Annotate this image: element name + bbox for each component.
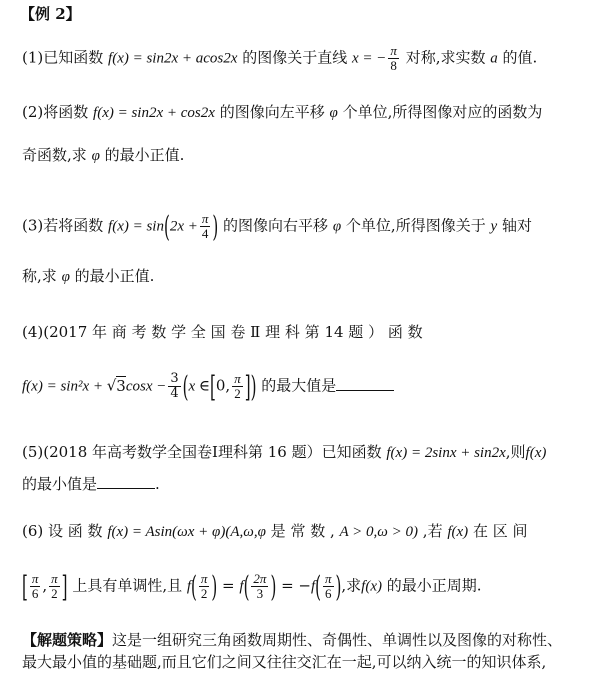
q6-f1-rparen: ) bbox=[211, 569, 218, 604]
q6-eq2: = − bbox=[276, 576, 311, 595]
q6-f2-rparen: ) bbox=[270, 569, 277, 604]
q3-text-c: 个单位,所得图像关于 bbox=[345, 216, 486, 235]
q3-right-paren: ) bbox=[212, 209, 219, 244]
q6-text-g: 的最小正周期. bbox=[386, 576, 482, 595]
q5-line2-end: . bbox=[155, 475, 160, 493]
q6-text-f: ,求 bbox=[341, 576, 362, 595]
question-2-line2 bbox=[22, 145, 184, 166]
q3-text-a: (3)若将函数 bbox=[22, 216, 104, 235]
q2-text-a: (2)将函数 bbox=[22, 103, 89, 121]
strategy-text-1: 这是一组研究三角函数周期性、奇偶性、单调性以及图像的对称性、 bbox=[112, 631, 563, 649]
question-3 bbox=[22, 209, 532, 244]
q6-i-num2: π bbox=[51, 571, 58, 586]
q6-f2-lparen: ( bbox=[243, 569, 250, 604]
q6-f1-den: 2 bbox=[200, 586, 208, 601]
q3-frac-num: π bbox=[201, 211, 209, 226]
q4-sqrt3: 3 bbox=[116, 376, 126, 395]
q3-y: y bbox=[490, 218, 498, 235]
q2-text-b: 的图像向左平移 bbox=[219, 103, 325, 121]
q1-var: a bbox=[490, 50, 498, 67]
q5-fx: f(x) bbox=[525, 445, 547, 461]
q6-f1-lparen: ( bbox=[191, 569, 197, 604]
q6-i-den1: 6 bbox=[31, 586, 39, 601]
question-1 bbox=[22, 44, 537, 73]
q4-line1: (4)(2017 年 商 考 数 学 全 国 卷 Ⅱ 理 科 第 14 题 ） 函 数 bbox=[22, 323, 423, 341]
q3-line2-a: 称,求 bbox=[22, 267, 57, 285]
question-5 bbox=[22, 442, 546, 463]
question-4 bbox=[22, 322, 423, 342]
q6-left-bracket: [ bbox=[22, 569, 28, 604]
q4-left-bracket: [ bbox=[210, 369, 216, 404]
q5-answer-blank[interactable] bbox=[97, 474, 155, 489]
q4-frac-den: 4 bbox=[170, 386, 179, 401]
q6-text-c: ,若 bbox=[422, 522, 443, 540]
q1-text-a: (1)已知函数 bbox=[22, 48, 104, 67]
q6-f3-lparen: ( bbox=[315, 569, 322, 604]
q4-sqrt-sign: √ bbox=[106, 376, 117, 395]
q4-left-paren: ( bbox=[182, 369, 189, 404]
q6-interval-frac2 bbox=[49, 572, 60, 601]
q3-text-d: 轴对 bbox=[501, 216, 532, 235]
q6-comma: , bbox=[42, 576, 48, 595]
q4-formula-pre: f(x) = sin²x + bbox=[22, 378, 107, 395]
q1-text-c: 对称,求实数 bbox=[405, 48, 486, 67]
q6-f2-name: f bbox=[239, 578, 244, 595]
q6-eq1: = bbox=[217, 576, 240, 595]
q6-f2-frac bbox=[251, 572, 268, 601]
q6-text-d: 在 区 间 bbox=[472, 522, 528, 540]
q6-f3-name: f bbox=[310, 578, 316, 595]
q5-formula: f(x) = 2sinx + sin2x bbox=[386, 445, 506, 461]
q3-fraction bbox=[200, 212, 211, 241]
q2-line2-a: 奇函数,求 bbox=[22, 146, 87, 164]
q3-left-paren: ( bbox=[163, 209, 170, 244]
q6-f2-num: 2π bbox=[253, 571, 267, 586]
q5-text-b: ,则 bbox=[505, 443, 526, 461]
q4-domain-pre: x ∈ bbox=[188, 378, 211, 395]
q6-interval-frac1 bbox=[30, 572, 41, 601]
question-2 bbox=[22, 102, 542, 123]
q2-formula: f(x) = sin2x + cos2x bbox=[93, 105, 215, 121]
q1-text-b: 的图像关于直线 bbox=[242, 48, 348, 67]
q6-i-den2: 2 bbox=[51, 586, 58, 601]
q6-i-num1: π bbox=[31, 571, 39, 586]
q3-line2-b: 的最小正值. bbox=[74, 267, 155, 285]
q4-right-paren: ) bbox=[250, 369, 257, 404]
question-4-line2 bbox=[22, 369, 394, 404]
q6-f1-num: π bbox=[200, 571, 208, 586]
q6-fx: f(x) bbox=[447, 524, 469, 540]
q4-right-bracket: ] bbox=[244, 369, 251, 404]
q1-frac-num: π bbox=[390, 43, 397, 58]
q3-line2-phi: φ bbox=[61, 269, 70, 285]
q2-line2-b: 的最小正值. bbox=[104, 146, 185, 164]
q4-interval-left: 0, bbox=[215, 376, 231, 395]
q6-cond: A > 0,ω > 0) bbox=[339, 524, 419, 540]
q6-f3-den: 6 bbox=[325, 586, 332, 601]
q4-frac-num: 3 bbox=[170, 371, 179, 386]
q6-f1-name: f bbox=[186, 578, 192, 595]
q1-fraction bbox=[388, 44, 399, 73]
strategy-line2 bbox=[22, 652, 546, 672]
question-5-line2 bbox=[22, 474, 160, 494]
example-title: 【例 2】 bbox=[20, 5, 81, 23]
q1-line-lhs: x = − bbox=[351, 50, 387, 67]
q4-int-num: π bbox=[234, 371, 241, 386]
q4-answer-blank[interactable] bbox=[336, 376, 394, 391]
question-6-line2 bbox=[22, 569, 482, 604]
q3-phi: φ bbox=[332, 218, 342, 235]
q2-line2-phi: φ bbox=[91, 148, 100, 164]
strategy-label: 【解题策略】 bbox=[22, 631, 113, 649]
q6-fx2: f(x) bbox=[361, 578, 382, 595]
q6-f3-rparen: ) bbox=[335, 569, 342, 604]
q6-formula: f(x) = Asin(ωx + φ)(A,ω,φ bbox=[107, 524, 266, 540]
q1-formula: f(x) = sin2x + acos2x bbox=[108, 50, 238, 67]
q5-text-a: (5)(2018 年高考数学全国卷Ⅰ理科第 16 题）已知函数 bbox=[22, 443, 382, 461]
q4-fraction bbox=[168, 372, 180, 401]
q1-frac-den: 8 bbox=[390, 58, 397, 73]
question-6 bbox=[22, 521, 528, 542]
q6-text-a: (6) 设 函 数 bbox=[22, 522, 103, 540]
q6-text-e: 上具有单调性,且 bbox=[72, 576, 183, 595]
q4-text-b: 的最大值是 bbox=[261, 376, 337, 395]
q3-text-b: 的图像向右平移 bbox=[223, 216, 329, 235]
q6-f3-frac bbox=[323, 572, 334, 601]
q6-f1-frac bbox=[199, 572, 210, 601]
q2-text-c: 个单位,所得图像对应的函数为 bbox=[342, 103, 543, 121]
q3-inner: 2x + bbox=[169, 218, 198, 235]
q2-phi: φ bbox=[329, 105, 338, 121]
q4-formula-mid: cosx − bbox=[125, 378, 167, 395]
q6-right-bracket: ] bbox=[61, 569, 68, 604]
q4-int-den: 2 bbox=[234, 386, 241, 401]
strategy-line1 bbox=[22, 630, 562, 650]
q3-frac-den: 4 bbox=[201, 226, 209, 241]
q6-text-b: 是 常 数 , bbox=[270, 522, 335, 540]
q6-f2-den: 3 bbox=[256, 586, 264, 601]
q4-interval-fraction bbox=[232, 372, 243, 401]
q3-formula-pre: f(x) = sin bbox=[108, 218, 164, 235]
q5-line2: 的最小值是 bbox=[22, 475, 98, 493]
q1-text-d: 的值. bbox=[502, 48, 538, 67]
q6-f3-num: π bbox=[325, 571, 332, 586]
strategy-text-2: 最大最小值的基础题,而且它们之间又往往交汇在一起,可以纳入统一的知识体系, bbox=[22, 653, 547, 671]
question-3-line2 bbox=[22, 266, 154, 287]
